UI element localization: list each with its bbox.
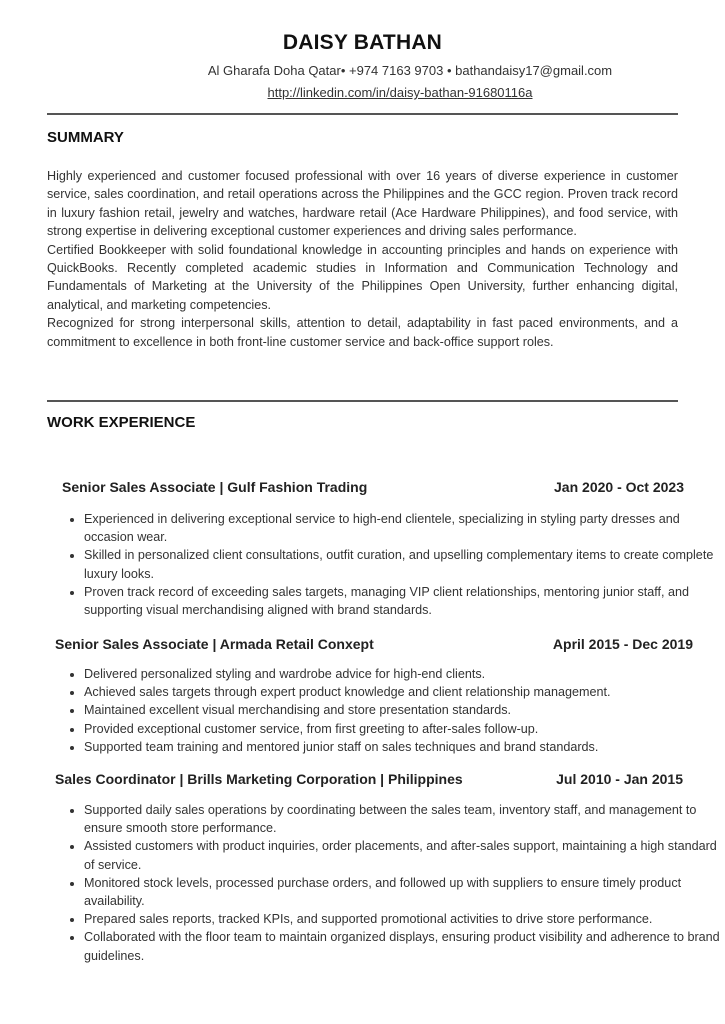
bullet-item: • Supported team training and mentored junior staff on sales techniques and brand standards. <box>84 738 725 756</box>
job-title: Sales Coordinator | Brills Marketing Corporation | Philippines <box>55 771 463 787</box>
job-bullets <box>46 801 724 965</box>
summary-paragraph: Recognized for strong interpersonal skills, attention to detail, adaptability in fast paced environments, and a commitment to excellence in both front-line customer service and back-office support roles. <box>47 316 678 349</box>
header-divider <box>47 113 678 115</box>
summary-section <box>47 167 678 351</box>
contact-info: Al Gharafa Doha Qatar• +974 7163 9703 • bathandaisy17@gmail.com <box>207 63 613 78</box>
job-dates: Jul 2010 - Jan 2015 <box>556 771 683 787</box>
bullet-item: • Provided exceptional customer service, from first greeting to after-sales follow-up. <box>84 720 725 738</box>
job-dates: Jan 2020 - Oct 2023 <box>554 479 684 495</box>
bullet-item: • Proven track record of exceeding sales targets, managing VIP client relationships, mentoring junior staff, and supporting visual merchandising aligned with brand standards. <box>84 583 724 619</box>
summary-divider <box>47 400 678 402</box>
experience-heading: WORK EXPERIENCE <box>47 414 196 431</box>
bullet-item: • Skilled in personalized client consultations, outfit curation, and upselling complementary items to create complete luxury looks. <box>84 546 724 582</box>
summary-paragraph: Highly experienced and customer focused professional with over 16 years of diverse experience in customer service, sales coordination, and retail operations across the Philippines and the GCC region. Proven track record in luxury fashion retail, jewelry and watches, hardware retail (Ace Hardware Philippines), and food service, with strong expertise in delivering exceptional customer experiences and driving sales performance. <box>47 169 678 239</box>
summary-paragraph: Certified Bookkeeper with solid foundational knowledge in accounting principles and hands on experience with QuickBooks. Recently completed academic studies in Information and Communication Technology and Fundamentals of Marketing at the University of the Philippines Open University, further enhancing digital, analytical, and marketing competencies. <box>47 242 678 312</box>
job-bullets <box>46 510 724 619</box>
job-dates: April 2015 - Dec 2019 <box>552 636 693 652</box>
bullet-item: • Delivered personalized styling and wardrobe advice for high-end clients. <box>84 665 725 683</box>
job-bullets <box>46 665 725 756</box>
bullet-item: • Maintained excellent visual merchandising and store presentation standards. <box>84 701 725 719</box>
bullet-item: • Supported daily sales operations by coordinating between the sales team, inventory staff, and management to ensure smooth store performance. <box>84 801 724 837</box>
bullet-item: • Collaborated with the floor team to maintain organized displays, ensuring product visibility and adherence to brand guidelines. <box>84 928 724 964</box>
bullet-item: • Assisted customers with product inquiries, order placements, and after-sales support, maintaining a high standard of service. <box>84 837 724 873</box>
bullet-item: • Monitored stock levels, processed purchase orders, and followed up with suppliers to ensure timely product availability. <box>84 874 724 910</box>
bullet-item: • Achieved sales targets through expert product knowledge and client relationship management. <box>84 683 725 701</box>
linkedin-link[interactable]: http://linkedin.com/in/daisy-bathan-91680116a <box>267 85 533 100</box>
summary-heading: SUMMARY <box>47 129 124 146</box>
job-header <box>62 479 684 495</box>
candidate-name: DAISY BATHAN <box>282 31 443 54</box>
bullet-item: • Prepared sales reports, tracked KPIs, and supported promotional activities to drive store performance. <box>84 910 724 928</box>
job-header <box>55 636 693 652</box>
job-header <box>55 771 683 787</box>
bullet-item: • Experienced in delivering exceptional service to high-end clientele, specializing in styling party dresses and occasion wear. <box>84 510 724 546</box>
job-title: Senior Sales Associate | Gulf Fashion Trading <box>62 479 368 495</box>
job-title: Senior Sales Associate | Armada Retail Conxept <box>55 636 374 652</box>
